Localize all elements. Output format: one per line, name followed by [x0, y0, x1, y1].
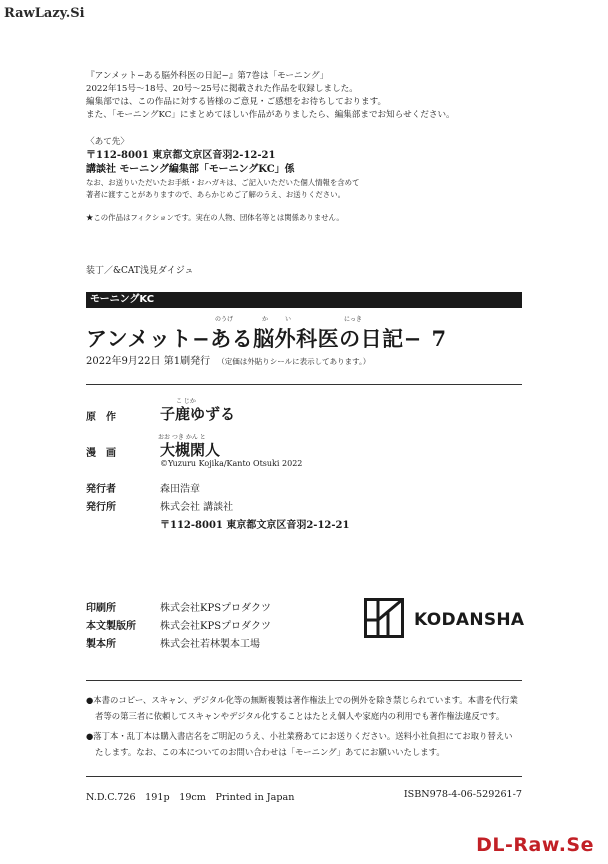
divider: [86, 776, 522, 777]
book-title: [86, 323, 447, 353]
address-heading: 〈あて先〉: [86, 137, 129, 147]
printer-name: 株式会社KPSプロダクツ: [160, 603, 272, 614]
title-ruby-noge: のうげ: [215, 316, 234, 323]
fiction-note: ★この作品はフィクションです。実在の人物、団体名等とは関係ありません。: [86, 213, 344, 222]
address-postal: 〒112-8001 東京都文京区音羽2-12-21: [86, 150, 276, 161]
copyright: ©Yuzuru Kojika/Kanto Otsuki 2022: [160, 459, 303, 468]
original-label: 原 作: [86, 412, 116, 423]
volume-number: 7: [431, 326, 447, 351]
ndc-info: N.D.C.726 191p 19cm Printed in Japan: [86, 792, 295, 803]
copy-notice: [86, 692, 522, 724]
return-notice-line: ●落丁本・乱丁本は購入書店名をご明記のうえ、小社業務あてにお送りください。送料小社負担にてお取り替えい: [86, 731, 513, 741]
publication-date: [86, 352, 370, 367]
publisher-person: 森田浩章: [160, 484, 200, 495]
design-credit: 装丁／&CAT浅見ダイジュ: [86, 266, 194, 276]
address-privacy-line: 著者に渡すことがありますので、あらかじめご了解のうえ、お送りください。: [86, 190, 345, 199]
binder-name: 株式会社若林製本工場: [160, 639, 260, 650]
publisher-person-label: 発行者: [86, 484, 116, 495]
book-title-text: アンメット−ある脳外科医の日記−: [86, 326, 422, 351]
binder-label: 製本所: [86, 639, 116, 650]
watermark-bottom: DL-Raw.Se: [476, 834, 594, 856]
return-notice-line: たします。なお、この本についてのお問い合わせは「モーニング」あてにお願いいたします。: [95, 747, 445, 757]
publisher-label: 発行所: [86, 502, 116, 513]
text-binding-name: 株式会社KPSプロダクツ: [160, 621, 272, 632]
divider: [86, 384, 522, 385]
series-label: モーニングKC: [86, 292, 522, 308]
copy-notice-line: ●本書のコピー、スキャン、デジタル化等の無断複製は著作権法上での例外を除き禁じられています。本書を代行業: [86, 695, 518, 705]
publisher-name: 株式会社 講談社: [160, 502, 234, 513]
address-block: [86, 136, 359, 201]
intro-block: [86, 70, 455, 122]
publisher-address: 〒112-8001 東京都文京区音羽2-12-21: [160, 520, 350, 531]
publication-date-text: 2022年9月22日 第1刷発行: [86, 356, 211, 367]
title-ruby-nikki: にっき: [344, 316, 362, 323]
return-notice: [86, 728, 522, 760]
kodansha-logo-icon: [364, 598, 404, 638]
address-privacy-line: なお、お送りいただいたお手紙・おハガキは、ご記入いただいた個人情報を含めて: [86, 178, 360, 187]
intro-line: 『アンメット−ある脳外科医の日記−』第7巻は「モーニング」: [86, 71, 329, 81]
art-ruby: おお つき かん と: [158, 434, 206, 441]
art-label: 漫 画: [86, 448, 116, 459]
copy-notice-line: 者等の第三者に依頼してスキャンやデジタル化することはたとえ個人や家庭内の利用でも著作権法違反です。: [95, 711, 505, 721]
intro-line: 2022年15号〜18号、20号〜25号に掲載された作品を収録しました。: [86, 84, 358, 94]
divider: [86, 680, 522, 681]
address-dept: 講談社 モーニング編集部「モーニングKC」係: [86, 164, 295, 175]
title-ruby-ka: か: [262, 316, 269, 323]
watermark-top: RawLazy.Si: [4, 6, 85, 21]
original-ruby: こ じか: [176, 398, 196, 405]
title-ruby-i: い: [285, 316, 292, 323]
isbn: ISBN978-4-06-529261-7: [403, 789, 522, 800]
kodansha-logo-text: KODANSHA: [414, 610, 525, 630]
text-binding-label: 本文製版所: [86, 621, 136, 632]
price-note: （定価は外貼りシールに表示してあります。）: [217, 357, 371, 366]
original-author: 子鹿ゆずる: [160, 405, 236, 423]
art-author: 大槻閑人: [160, 441, 221, 459]
intro-line: また、「モーニングKC」にまとめてほしい作品がありましたら、編集部までお知らせください。: [86, 110, 455, 120]
printer-label: 印刷所: [86, 603, 116, 614]
intro-line: 編集部では、この作品に対する皆様のご意見・ご感想をお待ちしております。: [86, 97, 387, 107]
